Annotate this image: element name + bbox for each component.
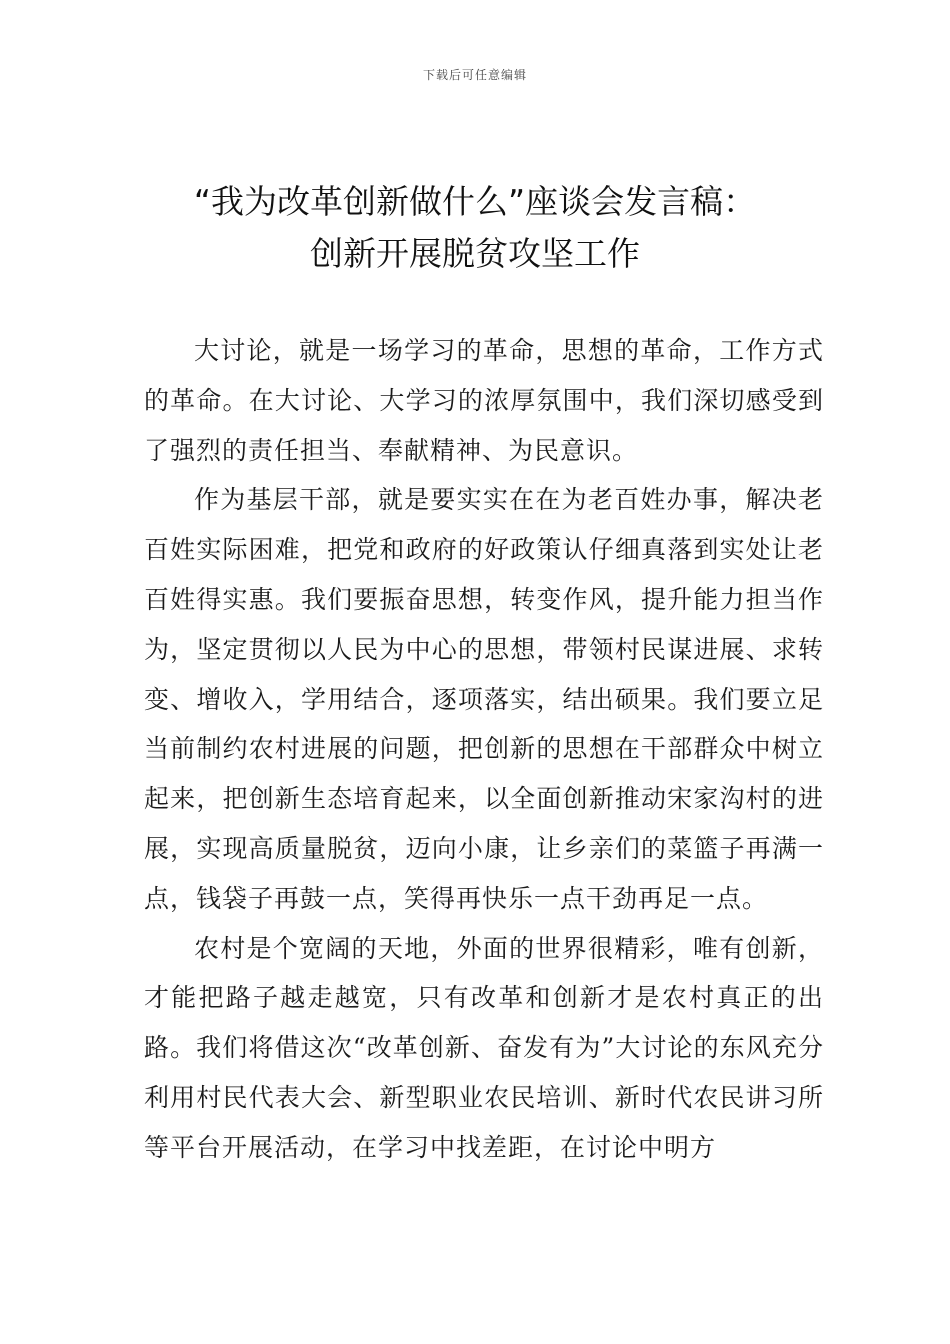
title-line-1: “我为改革创新做什么”座谈会发言稿： — [193, 182, 757, 221]
paragraph-3: 农村是个宽阔的天地，外面的世界很精彩，唯有创新，才能把路子越走越宽，只有改革和创新才是农村真正的出路。我们将借这次“改革创新、奋发有为”大讨论的东风充分利用村民代表大会、新型职业农民培训、新时代农民讲习所等平台开展活动，在学习中找差距，在讨论中明方 — [144, 933, 824, 1162]
document-body — [144, 326, 824, 1173]
document-title — [0, 176, 950, 280]
paragraph-2: 作为基层干部，就是要实实在在为老百姓办事，解决老百姓实际困难，把党和政府的好政策认仔细真落到实处让老百姓得实惠。我们要振奋思想，转变作风，提升能力担当作为，坚定贯彻以人民为中心的思想，带领村民谋进展、求转变、增收入，学用结合，逐项落实，结出硕果。我们要立足当前制约农村进展的问题，把创新的思想在干部群众中树立起来，把创新生态培育起来，以全面创新推动宋家沟村的进展，实现高质量脱贫，迈向小康，让乡亲们的菜篮子再满一点，钱袋子再鼓一点，笑得再快乐一点干劲再足一点。 — [144, 485, 824, 913]
header-note: 下载后可任意编辑 — [422, 68, 527, 82]
title-line-2: 创新开展脱贫攻坚工作 — [310, 234, 640, 273]
paragraph-1: 大讨论，就是一场学习的革命，思想的革命，工作方式的革命。在大讨论、大学习的浓厚氛围中，我们深切感受到了强烈的责任担当、奉献精神、为民意识。 — [144, 336, 824, 465]
